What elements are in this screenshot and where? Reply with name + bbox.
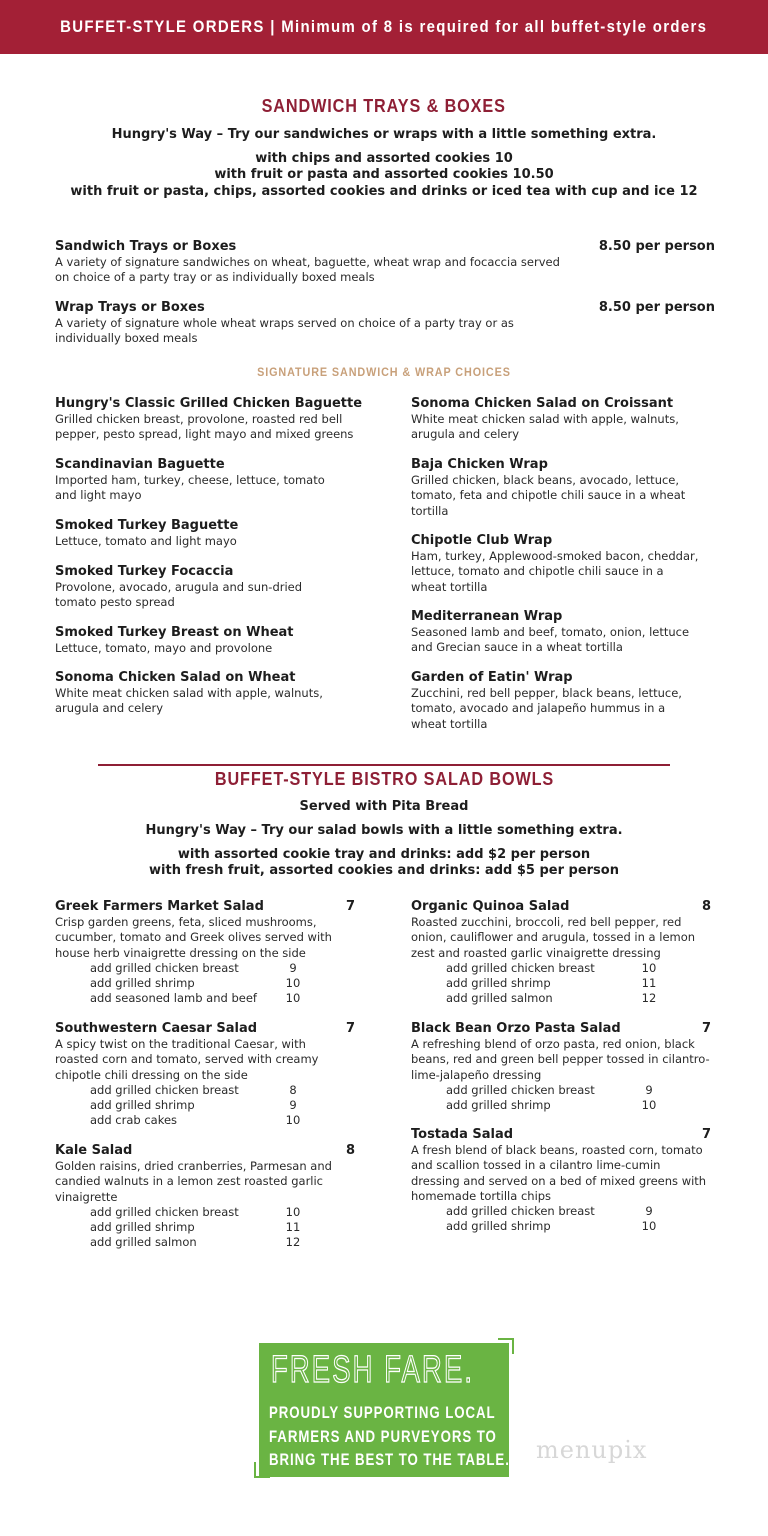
- addon-price: 10: [285, 976, 301, 991]
- salad-option: with assorted cookie tray and drinks: add $2 per person: [177, 847, 591, 862]
- fresh-fare-line: PROUDLY SUPPORTING LOCAL: [269, 1403, 496, 1422]
- sandwich-option: with fruit or pasta and assorted cookies 10.50: [214, 167, 554, 182]
- choices-title: SIGNATURE SANDWICH & WRAP CHOICES: [257, 365, 511, 379]
- addon-label: add grilled salmon: [90, 1235, 197, 1250]
- sandwich-choice: [55, 518, 375, 549]
- choice-description: Seasoned lamb and beef, tomato, onion, lettuce and Grecian sauce in a wheat tortilla: [411, 625, 690, 655]
- addon-price: 12: [641, 991, 657, 1006]
- addon-label: add grilled chicken breast: [446, 960, 595, 975]
- addon-price: 10: [641, 1098, 657, 1113]
- salad-price: 8: [701, 899, 711, 914]
- salad-item: [55, 1143, 355, 1251]
- salad-option: with fresh fruit, assorted cookies and drinks: add $5 per person: [149, 863, 619, 878]
- choice-description: White meat chicken salad with apple, walnuts, arugula and celery: [411, 412, 679, 442]
- sandwich-choice: [55, 457, 375, 504]
- salad-addon: [55, 991, 355, 1006]
- choice-name: Hungry's Classic Grilled Chicken Baguette: [55, 396, 363, 411]
- choices-title-wrap: [0, 361, 768, 380]
- salad-name: Tostada Salad: [411, 1127, 514, 1142]
- choice-name: Mediterranean Wrap: [411, 609, 563, 624]
- choice-description: Grilled chicken breast, provolone, roasted red bell pepper, pesto spread, light mayo and mixed greens: [55, 412, 354, 442]
- fresh-fare-line: FARMERS AND PURVEYORS TO: [269, 1427, 497, 1446]
- choice-name: Sonoma Chicken Salad on Wheat: [55, 670, 296, 685]
- addon-label: add grilled shrimp: [446, 1219, 551, 1234]
- tray-description: A variety of signature sandwiches on wheat, baguette, wheat wrap and focaccia served on choice of a party tray or as individually boxed meals: [55, 255, 560, 285]
- choice-name: Garden of Eatin' Wrap: [411, 670, 573, 685]
- addon-price: 9: [289, 1098, 297, 1113]
- sandwich-option: with fruit or pasta, chips, assorted cookies and drinks or iced tea with cup and ice 12: [70, 184, 698, 199]
- choice-name: Scandinavian Baguette: [55, 457, 225, 472]
- salad-item: [411, 899, 711, 1007]
- sandwich-section-title: SANDWICH TRAYS & BOXES: [261, 96, 507, 116]
- salad-section-title: BUFFET-STYLE BISTRO SALAD BOWLS: [214, 769, 554, 789]
- addon-price: 9: [289, 960, 297, 975]
- choice-description: Grilled chicken, black beans, avocado, lettuce, tomato, feta and chipotle chili sauce in a wheat tortilla: [411, 473, 686, 518]
- salad-addon: [411, 961, 711, 976]
- choice-name: Smoked Turkey Baguette: [55, 518, 239, 533]
- salad-addon: [55, 976, 355, 991]
- addon-price: 9: [645, 1204, 653, 1219]
- salad-description: Roasted zucchini, broccoli, red bell pepper, red onion, cauliflower and arugula, tossed in a lemon zest and roasted garlic vinaigrette dressing: [411, 915, 696, 960]
- salad-price: 7: [701, 1127, 711, 1142]
- fresh-fare-title: FRESH FARE.: [271, 1349, 475, 1391]
- salad-addon: [411, 1219, 711, 1234]
- addon-label: add grilled chicken breast: [90, 1204, 239, 1219]
- salad-item: [411, 1021, 711, 1113]
- tray-description: A variety of signature whole wheat wraps served on choice of a party tray or as individually boxed meals: [55, 316, 514, 346]
- salad-addon: [55, 961, 355, 976]
- salad-hungrys-way: Hungry's Way – Try our salad bowls with a little something extra.: [145, 823, 623, 838]
- choice-description: Ham, turkey, Applewood-smoked bacon, cheddar, lettuce, tomato and chipotle chili sauce in a wheat tortilla: [411, 549, 699, 594]
- salad-description: Golden raisins, dried cranberries, Parmesan and candied walnuts in a lemon zest roasted garlic vinaigrette: [55, 1159, 332, 1204]
- addon-price: 10: [641, 960, 657, 975]
- choice-description: Zucchini, red bell pepper, black beans, lettuce, tomato, avocado and jalapeño hummus in a wheat tortilla: [411, 686, 682, 731]
- sandwich-choice: [411, 670, 731, 732]
- addon-price: 8: [289, 1082, 297, 1097]
- salad-description: A refreshing blend of orzo pasta, red onion, black beans, red and green bell pepper tossed in cilantro-lime-jalapeño dressing: [411, 1037, 710, 1082]
- sandwich-choice: [411, 396, 731, 443]
- salad-addon: [411, 1083, 711, 1098]
- addon-label: add grilled shrimp: [446, 976, 551, 991]
- choice-name: Baja Chicken Wrap: [411, 457, 548, 472]
- sandwich-choice: [55, 564, 375, 611]
- addon-price: 11: [641, 976, 657, 991]
- addon-label: add grilled shrimp: [90, 976, 195, 991]
- choice-description: Lettuce, tomato and light mayo: [55, 534, 237, 548]
- sandwich-option: with chips and assorted cookies 10: [255, 151, 513, 166]
- addon-label: add seasoned lamb and beef: [90, 991, 257, 1006]
- sandwich-hungrys-way: Hungry's Way – Try our sandwiches or wraps with a little something extra.: [111, 127, 657, 142]
- choice-description: Imported ham, turkey, cheese, lettuce, tomato and light mayo: [55, 473, 325, 503]
- tray-item: [55, 239, 715, 286]
- addon-label: add grilled shrimp: [90, 1220, 195, 1235]
- addon-price: 12: [285, 1235, 301, 1250]
- addon-label: add grilled chicken breast: [446, 1204, 595, 1219]
- addon-price: 10: [641, 1219, 657, 1234]
- salad-addon: [411, 976, 711, 991]
- addon-label: add grilled salmon: [446, 991, 553, 1006]
- addon-price: 10: [285, 1204, 301, 1219]
- salad-addon: [55, 1235, 355, 1250]
- choice-description: Provolone, avocado, arugula and sun-dried tomato pesto spread: [55, 580, 303, 610]
- buffet-banner: [0, 0, 768, 54]
- salad-addon: [411, 991, 711, 1006]
- addon-label: add grilled chicken breast: [90, 960, 239, 975]
- addon-price: 11: [285, 1220, 301, 1235]
- salad-item: [411, 1127, 711, 1235]
- sandwich-choice: [411, 457, 731, 519]
- salad-name: Organic Quinoa Salad: [411, 899, 570, 914]
- sandwich-section-title-wrap: [0, 96, 768, 117]
- tray-name: Wrap Trays or Boxes: [55, 300, 205, 315]
- fresh-fare-line: BRING THE BEST TO THE TABLE.: [269, 1450, 510, 1469]
- choice-name: Sonoma Chicken Salad on Croissant: [411, 396, 674, 411]
- salad-item: [55, 899, 355, 1007]
- menupix-watermark: menupix: [536, 1436, 648, 1464]
- salad-addon: [55, 1098, 355, 1113]
- salad-name: Southwestern Caesar Salad: [55, 1021, 258, 1036]
- salad-price: 7: [345, 899, 355, 914]
- salad-addon: [55, 1220, 355, 1235]
- choice-name: Smoked Turkey Breast on Wheat: [55, 625, 294, 640]
- section-divider: [98, 764, 670, 766]
- salad-addon: [55, 1083, 355, 1098]
- choice-description: Lettuce, tomato, mayo and provolone: [55, 641, 273, 655]
- sandwich-choice: [411, 533, 731, 595]
- sandwich-choice: [411, 609, 731, 656]
- salad-description: Crisp garden greens, feta, sliced mushrooms, cucumber, tomato and Greek olives served with house herb vinaigrette dressing on the side: [55, 915, 332, 960]
- sandwich-choice: [55, 396, 375, 443]
- sandwich-choice: [55, 625, 375, 656]
- salad-addon: [411, 1204, 711, 1219]
- addon-label: add grilled shrimp: [90, 1098, 195, 1113]
- salad-name: Kale Salad: [55, 1143, 133, 1158]
- tray-price: 8.50 per person: [598, 300, 715, 315]
- choice-description: White meat chicken salad with apple, walnuts, arugula and celery: [55, 686, 323, 716]
- choice-name: Smoked Turkey Focaccia: [55, 564, 234, 579]
- salad-name: Greek Farmers Market Salad: [55, 899, 264, 914]
- salad-price: 7: [701, 1021, 711, 1036]
- salad-served-with: Served with Pita Bread: [299, 799, 469, 814]
- salad-description: A spicy twist on the traditional Caesar, with roasted corn and tomato, served with creamy chipotle chili dressing on the side: [55, 1037, 319, 1082]
- salad-addon: [55, 1113, 355, 1128]
- salad-description: A fresh blend of black beans, roasted corn, tomato and scallion tossed in a cilantro lime-cumin dressing and served on a bed of mixed greens with homemade tortilla chips: [411, 1143, 707, 1203]
- addon-label: add grilled chicken breast: [446, 1082, 595, 1097]
- banner-text: BUFFET-STYLE ORDERS | Minimum of 8 is required for all buffet-style orders: [60, 17, 708, 36]
- salad-addon: [55, 1205, 355, 1220]
- addon-label: add grilled chicken breast: [90, 1082, 239, 1097]
- addon-price: 10: [285, 1113, 301, 1128]
- salad-price: 7: [345, 1021, 355, 1036]
- addon-label: add crab cakes: [90, 1113, 178, 1128]
- tray-price: 8.50 per person: [598, 239, 715, 254]
- salad-name: Black Bean Orzo Pasta Salad: [411, 1021, 621, 1036]
- addon-price: 9: [645, 1082, 653, 1097]
- tray-name: Sandwich Trays or Boxes: [55, 239, 237, 254]
- salad-item: [55, 1021, 355, 1129]
- choice-name: Chipotle Club Wrap: [411, 533, 553, 548]
- addon-price: 10: [285, 991, 301, 1006]
- salad-addon: [411, 1098, 711, 1113]
- addon-label: add grilled shrimp: [446, 1098, 551, 1113]
- salad-section-title-wrap: [0, 769, 768, 790]
- fresh-fare-box: [259, 1343, 509, 1477]
- tray-item: [55, 300, 715, 347]
- sandwich-choice: [55, 670, 375, 717]
- salad-price: 8: [345, 1143, 355, 1158]
